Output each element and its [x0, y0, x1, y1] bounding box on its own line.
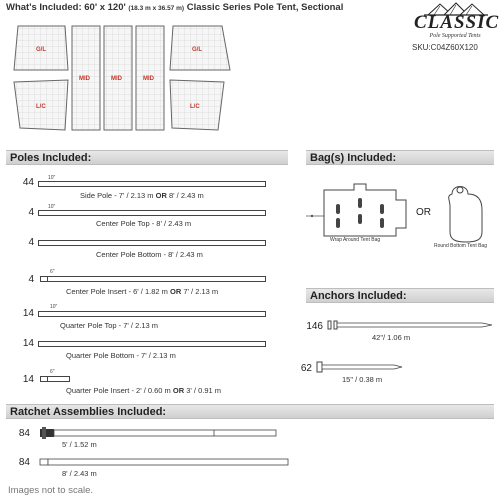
round-bag-label: Round Bottom Tent Bag [434, 243, 487, 249]
ratchet-5ft-graphic [38, 426, 278, 440]
pole-qty: 14 [22, 374, 34, 385]
pole-qty: 14 [22, 338, 34, 349]
wrap-around-bag-icon [306, 184, 406, 236]
pole-label: Quarter Pole Bottom - 7' / 2.13 m [66, 351, 176, 360]
panel-label-lc-right: L/C [190, 104, 200, 110]
ratchet-qty: 84 [18, 457, 30, 468]
wrap-bag-label: Wrap Around Tent Bag [330, 237, 381, 243]
panel-label-mid-2: MID [111, 76, 122, 82]
anchor-label: 42"/ 1.06 m [372, 333, 411, 342]
ratchet-qty: 84 [18, 428, 30, 439]
classic-logo [414, 2, 500, 42]
short-stake-icon [316, 360, 406, 374]
bags-or-label: OR [416, 207, 431, 218]
ratchet-label: 5' / 1.52 m [62, 440, 97, 449]
tent-panel-layout-diagram [10, 22, 236, 138]
ratchets-section-header: Ratchet Assemblies Included: [6, 404, 494, 419]
anchor-qty: 146 [306, 321, 323, 332]
quarter-pole-top-graphic [38, 311, 266, 317]
anchor-label: 15" / 0.38 m [342, 375, 383, 384]
anchor-qty: 62 [300, 363, 312, 374]
panel-label-mid-3: MID [143, 76, 154, 82]
sku-label: SKU:C04Z60X120 [412, 43, 478, 52]
pole-label: Quarter Pole Insert - 2' / 0.60 m OR 3' / 0.91 m [66, 386, 222, 395]
round-bottom-bag-icon [449, 187, 482, 243]
quarter-pole-insert-graphic [46, 376, 70, 382]
panel-label-mid-1: MID [79, 76, 90, 82]
bags-section-header: Bag(s) Included: [306, 150, 494, 165]
pole-dim: 10" [48, 204, 56, 210]
pole-label: Quarter Pole Top - 7' / 2.13 m [60, 321, 159, 330]
poles-section-header: Poles Included: [6, 150, 288, 165]
pole-label: Center Pole Top - 8' / 2.43 m [96, 219, 192, 228]
title-rest: Classic Series Pole Tent, Sectional [186, 2, 344, 13]
pole-label: Center Pole Bottom - 8' / 2.43 m [96, 250, 203, 259]
title-main: What's Included: 60' x 120' [6, 2, 126, 13]
panel-label-gl-left: G/L [36, 47, 46, 53]
panel-label-lc-left: L/C [36, 104, 46, 110]
panel-label-gl-right: G/L [192, 47, 202, 53]
pole-insert-end [40, 376, 48, 382]
pole-label: Side Pole - 7' / 2.13 m OR 8' / 2.43 m [80, 191, 204, 200]
anchors-section-header: Anchors Included: [306, 288, 494, 303]
pole-qty: 14 [22, 308, 34, 319]
logo-text: CLASSIC [414, 12, 500, 33]
center-pole-insert-graphic [46, 276, 266, 282]
pole-insert-end [40, 276, 48, 282]
pole-dim: 6" [50, 369, 55, 375]
title-metric: (18.3 m x 36.57 m) [128, 5, 185, 12]
ratchet-8ft-graphic [38, 455, 290, 469]
quarter-pole-bottom-graphic [38, 341, 266, 347]
scale-note: Images not to scale. [8, 485, 94, 496]
pole-dim: 10" [48, 175, 56, 181]
center-pole-top-graphic [38, 210, 266, 216]
side-pole-graphic [38, 181, 266, 187]
pole-qty: 4 [28, 207, 34, 218]
center-pole-bottom-graphic [38, 240, 266, 246]
pole-qty: 44 [22, 177, 34, 188]
logo-tagline: Pole Supported Tents [429, 33, 481, 39]
pole-dim: 10" [50, 304, 58, 310]
ratchet-label: 8' / 2.43 m [62, 469, 97, 478]
pole-qty: 4 [28, 274, 34, 285]
pole-label: Center Pole Insert - 6' / 1.82 m OR 7' / 2.13 m [66, 287, 219, 296]
pole-qty: 4 [28, 237, 34, 248]
pole-dim: 6" [50, 269, 55, 275]
page-title [6, 2, 343, 13]
long-stake-icon [326, 318, 496, 332]
